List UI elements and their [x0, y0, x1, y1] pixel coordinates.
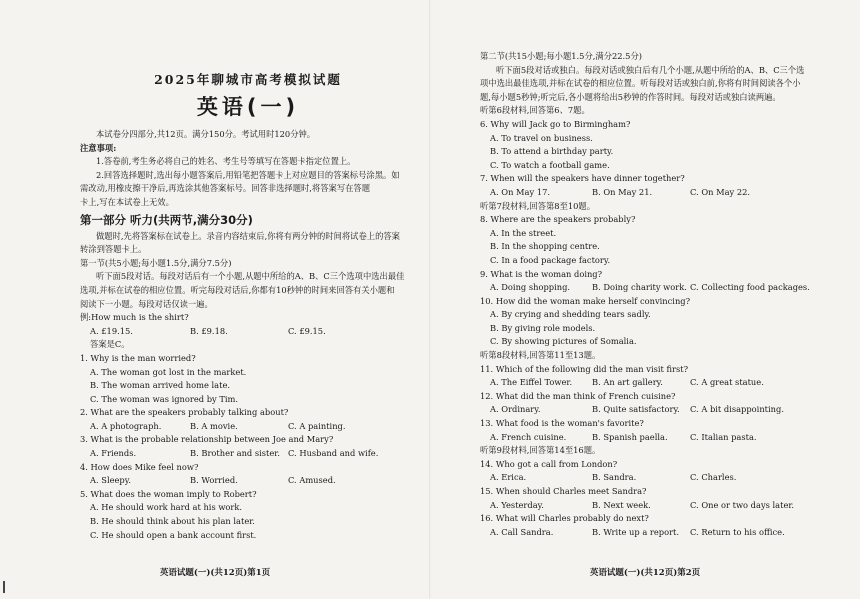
- options-row: [480, 403, 820, 417]
- section1-heading: 第一节(共5小题;每小题1.5分,满分7.5分): [80, 257, 232, 268]
- question-text: 8. Where are the speakers probably?: [480, 214, 636, 225]
- notice-heading: 注意事项:: [80, 142, 117, 153]
- question-text: 2. What are the speakers probably talking about?: [80, 407, 289, 418]
- option: C. Italian pasta.: [690, 431, 757, 442]
- option: A. Yesterday.: [490, 499, 544, 510]
- question-text: 15. When should Charles meet Sandra?: [480, 486, 647, 496]
- example-options: [80, 325, 416, 339]
- options-row: [480, 526, 820, 540]
- notice-list: [80, 155, 416, 209]
- question-text: 11. Which of the following did the man visit first?: [480, 363, 689, 374]
- option: A. Ordinary.: [490, 404, 541, 415]
- options-row: [80, 420, 416, 434]
- options-row: [80, 447, 416, 461]
- question-text: 6. Why will Jack go to Birmingham?: [480, 118, 631, 129]
- option: B. By giving role models.: [490, 322, 596, 333]
- option: B. The woman arrived home late.: [90, 380, 231, 391]
- option: A. By crying and shedding tears sadly.: [490, 309, 651, 320]
- question-text: 10. How did the woman make herself convincing?: [480, 295, 691, 306]
- options-row: [480, 281, 820, 295]
- question-text: 4. How does Mike feel now?: [80, 461, 199, 472]
- material-heading: 听第6段材料,回答第6、7题。: [480, 105, 590, 116]
- option: A. Call Sandra.: [490, 526, 554, 537]
- option: A. To travel on business.: [490, 132, 593, 143]
- section2-intro-line: 项中选出最佳选项,并标在试卷的相应位置。听每段对话或独白前,你将有时间阅读各个小: [480, 78, 801, 89]
- question-text: 13. What food is the woman's favorite?: [480, 418, 644, 429]
- question-text: 9. What is the woman doing?: [480, 268, 603, 279]
- section1-intro-line: 选项,并标在试卷的相应位置。听完每段对话后,你都有10秒钟的时间来回答有关小题和: [80, 284, 395, 295]
- notice-line: 卡上,写在本试卷上无效。: [80, 196, 174, 207]
- part1-heading: 第一部分 听力(共两节,满分30分): [80, 212, 253, 227]
- option: B. Doing charity work.: [592, 282, 687, 293]
- question-text: 14. Who got a call from London?: [480, 458, 618, 469]
- section2-intro-line: 听下面5段对话或独白。每段对话或独白后有几个小题,从题中所给的A、B、C三个选: [496, 64, 805, 75]
- option: C. On May 22.: [690, 186, 751, 197]
- option: A. On May 17.: [490, 186, 551, 197]
- option: C. Charles.: [690, 472, 737, 483]
- exam-subject: 英语(一): [196, 95, 300, 119]
- option: C. Collecting food packages.: [690, 282, 810, 293]
- question-list: [80, 352, 416, 542]
- question-text: 5. What does the woman imply to Robert?: [80, 488, 257, 499]
- option: C. £9.15.: [288, 325, 326, 336]
- part1-intro-line: 转涂到答题卡上。: [80, 244, 147, 255]
- option: B. Sandra.: [592, 472, 637, 483]
- question-list: [480, 104, 820, 539]
- option: B. A movie.: [190, 420, 238, 431]
- question-text: 16. What will Charles probably do next?: [480, 513, 649, 524]
- option: B. £9.18.: [190, 325, 228, 336]
- option: A. The woman got lost in the market.: [90, 366, 247, 377]
- option: C. One or two days later.: [690, 499, 795, 510]
- question-text: 3. What is the probable relationship between Joe and Mary?: [80, 434, 334, 445]
- option: A. In the street.: [490, 227, 557, 238]
- option: B. In the shopping centre.: [490, 241, 600, 252]
- section1-intro-line: 听下面5段对话。每段对话后有一个小题,从题中所给的A、B、C三个选项中选出最佳: [96, 271, 405, 282]
- option: C. To watch a football game.: [490, 159, 610, 170]
- options-row: [480, 431, 820, 445]
- option: B. Worried.: [190, 475, 238, 486]
- option: B. He should think about his plan later.: [90, 516, 255, 527]
- option: A. Friends.: [90, 448, 137, 459]
- options-row: [80, 474, 416, 488]
- option: C. He should open a bank account first.: [90, 529, 257, 540]
- material-heading: 听第8段材料,回答第11至13题。: [480, 350, 601, 361]
- option: A. French cuisine.: [490, 431, 567, 442]
- page-footer: 英语试题(一)(共12页)第1页: [159, 568, 271, 579]
- option: B. Brother and sister.: [190, 448, 280, 459]
- notice-line: 2.回答选择题时,选出每小题答案后,用铅笔把答题卡上对应题目的答案标号涂黑。如: [96, 169, 400, 180]
- exam-page-2: [430, 0, 860, 599]
- option: B. Next week.: [592, 499, 651, 510]
- notice-line: 需改动,用橡皮擦干净后,再选涂其他答案标号。回答非选择题时,将答案写在答题: [80, 183, 371, 194]
- option: A. £19.15.: [90, 325, 133, 336]
- question-text: 7. When will the speakers have dinner together?: [480, 173, 685, 184]
- question-text: 1. Why is the man worried?: [80, 352, 196, 363]
- option: A. Doing shopping.: [490, 282, 571, 293]
- option: B. On May 21.: [592, 186, 653, 197]
- section1-intro-line: 阅读下一小题。每段对话仅读一遍。: [80, 298, 213, 309]
- option: B. An art gallery.: [592, 377, 663, 388]
- option: B. Spanish paella.: [592, 431, 668, 442]
- option: C. In a food package factory.: [490, 254, 611, 265]
- option: C. A great statue.: [690, 377, 764, 388]
- option: A. Sleepy.: [90, 475, 131, 486]
- option: A. Erica.: [490, 472, 527, 483]
- option: A. The Eiffel Tower.: [490, 377, 573, 388]
- options-row: [480, 499, 820, 513]
- material-heading: 听第9段材料,回答第14至16题。: [480, 445, 601, 456]
- option: C. The woman was ignored by Tim.: [90, 393, 239, 404]
- page-footer: 英语试题(一)(共12页)第2页: [589, 568, 701, 579]
- example-question: 例:How much is the shirt?: [80, 312, 189, 323]
- options-row: [480, 376, 820, 390]
- option: C. Amused.: [288, 475, 336, 486]
- exam-intro: 本试卷分四部分,共12页。满分150分。考试用时120分钟。: [96, 129, 316, 139]
- option: A. He should work hard at his work.: [90, 502, 243, 513]
- example-answer: 答案是C。: [90, 339, 130, 350]
- option: C. A bit disappointing.: [690, 404, 784, 415]
- notice-line: 1.答卷前,考生务必将自己的姓名、考生号等填写在答题卡指定位置上。: [96, 156, 356, 167]
- part1-intro-line: 做题时,先将答案标在试卷上。录音内容结束后,你将有两分钟的时间将试卷上的答案: [96, 230, 400, 241]
- option: C. Return to his office.: [690, 526, 785, 537]
- options-row: [480, 186, 820, 200]
- section2-intro-line: 题,每小题5秒钟;听完后,各小题将给出5秒钟的作答时间。每段对话或独白读两遍。: [480, 91, 781, 102]
- option: A. A photograph.: [90, 420, 162, 431]
- material-heading: 听第7段材料,回答第8至10题。: [480, 200, 596, 211]
- options-row: [480, 471, 820, 485]
- question-text: 12. What did the man think of French cuisine?: [480, 390, 676, 401]
- option: B. To attend a birthday party.: [490, 146, 614, 157]
- option: C. By showing pictures of Somalia.: [490, 336, 637, 347]
- option: C. A painting.: [288, 420, 346, 431]
- exam-title: 2025年聊城市高考模拟试题: [154, 72, 342, 87]
- option: B. Write up a report.: [592, 526, 680, 537]
- option: B. Quite satisfactory.: [592, 404, 680, 415]
- section2-heading: 第二节(共15小题;每小题1.5分,满分22.5分): [480, 51, 642, 61]
- option: C. Husband and wife.: [288, 448, 379, 459]
